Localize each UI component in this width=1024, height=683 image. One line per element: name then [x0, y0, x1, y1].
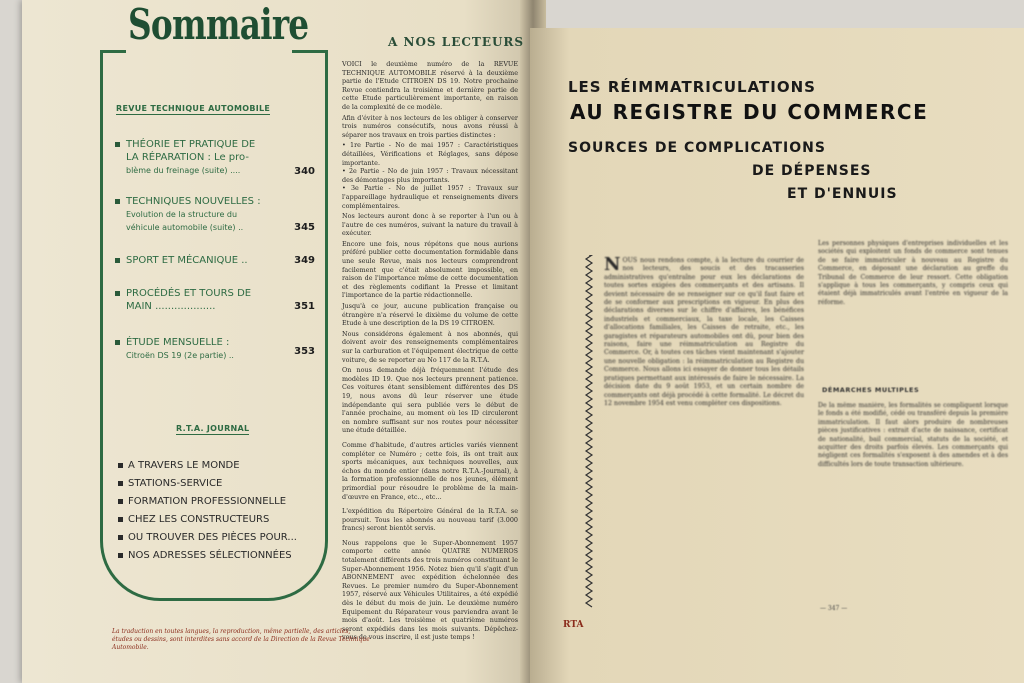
article-column-2b — [818, 402, 1008, 597]
paragraph: L'expédition du Répertoire Général de la R.T.A. se poursuit. Tous les abonnés au nouveau tarif (3.000 francs) seront bientôt servis. — [342, 507, 518, 533]
toc-page-number: 349 — [294, 255, 315, 266]
footer-note: La traduction en toutes langues, la reproduction, même partielle, des articles, études ou dessins, sont interdites sans accord de la Direction de la Revue Technique Automobile. — [112, 628, 370, 651]
bullet-icon — [115, 142, 120, 147]
dropcap: N — [604, 257, 621, 275]
toc-line: ÉTUDE MENSUELLE : — [126, 337, 230, 348]
journal-item[interactable] — [118, 496, 286, 507]
toc-item[interactable] — [115, 254, 315, 267]
journal-item[interactable] — [118, 532, 297, 543]
journal-item-label: OU TROUVER DES PIÈCES POUR... — [128, 532, 297, 543]
article-subtitle-2: DE DÉPENSES — [752, 163, 872, 179]
toc-page-number: 353 — [294, 346, 315, 357]
article-subtitle-3: ET D'ENNUIS — [787, 186, 898, 202]
paragraph: Jusqu'à ce jour, aucune publication française ou étrangère n'a réservé le dixième du volume de cette Etude à une description de la DS 19 CITROEN. — [342, 302, 518, 328]
bullet-icon — [118, 535, 123, 540]
journal-item-label: STATIONS-SERVICE — [128, 478, 223, 489]
zigzag-rule — [583, 255, 595, 610]
bullet-icon — [118, 499, 123, 504]
bullet-icon — [115, 199, 120, 204]
paragraph: • 1re Partie - No de mai 1957 : Caractéristiques détaillées, Vérifications et Réglages, sans dépose importante. — [342, 141, 518, 167]
bullet-icon — [115, 291, 120, 296]
lecteurs-column — [342, 60, 518, 644]
toc-line: Evolution de la structure du — [126, 210, 238, 219]
section-heading: DÉMARCHES MULTIPLES — [822, 386, 920, 394]
frame-top-right — [292, 50, 325, 53]
journal-item[interactable] — [118, 514, 269, 525]
journal-item[interactable] — [118, 550, 292, 561]
paragraph: Encore une fois, nous répétons que nous aurions préféré publier cette documentation formidable dans une seule Revue, mais nos lecteurs comprendront facilement que c'était absolument impossible, en raison de l'importance même de cette documentation et des règlements codifiant la Presse et limitant l'importance de la partie rédactionnelle. — [342, 239, 518, 300]
revue-heading: REVUE TECHNIQUE AUTOMOBILE — [116, 104, 271, 113]
journal-item-label: FORMATION PROFESSIONNELLE — [128, 496, 287, 507]
toc-line: TECHNIQUES NOUVELLES : — [126, 196, 261, 207]
paragraph: • 3e Partie - No de juillet 1957 : Travaux sur l'appareillage hydraulique et renseignements divers complémentaires. — [342, 184, 518, 210]
toc-item[interactable] — [115, 287, 315, 313]
article-column-1 — [604, 257, 804, 597]
journal-item-label: NOS ADRESSES SÉLECTIONNÉES — [128, 550, 292, 561]
toc-line: Citroën DS 19 (2e partie) .. — [126, 351, 234, 360]
sommaire-title: Sommaire — [128, 0, 309, 49]
toc-line: PROCÉDÉS ET TOURS DE — [126, 288, 252, 299]
paragraph: • 2e Partie - No de juin 1957 : Travaux nécessitant des démontages plus importants. — [342, 167, 518, 184]
toc-page-number: 340 — [294, 166, 315, 177]
journal-item-label: CHEZ LES CONSTRUCTEURS — [128, 514, 270, 525]
journal-item[interactable] — [118, 460, 240, 471]
toc-line: blème du freinage (suite) .... — [126, 166, 241, 175]
toc-page-number: 351 — [294, 301, 315, 312]
article-kicker: LES RÉIMMATRICULATIONS — [568, 78, 816, 96]
toc-line: LA RÉPARATION : Le pro- — [126, 152, 249, 163]
bullet-icon — [118, 463, 123, 468]
article-subtitle-1: SOURCES DE COMPLICATIONS — [568, 140, 826, 156]
paragraph: OUS nous rendons compte, à la lecture du courrier de nos lecteurs, des soucis et des tracasseries administratives qu'entraîne pour eux les déclarations de toutes sortes exigées des commerçants et des artisans. Il devient nécessaire de se renseigner sur ce qu'il faut faire et de se conformer aux prescriptions en vigueur. En plus des déclarations diverses sur le chiffre d'affaires, les bénéfices industriels et commerciaux, la taxe locale, les Caisses d'allocations familiales, les Caisses de retraite, etc., les garagistes et réparateurs automobiles ont dû, pour bien des raisons, faire une réimmatriculation au Registre du Commerce. Or, à toutes ces tâches vient maintenant s'ajouter une nouvelle obligation : la réimmatriculation au Registre du Commerce. Nous allons ici essayer de donner tous les détails pratiques permettant aux intéressés de faire le nécessaire. La décision date du 9 août 1953, et un certain nombre de commerçants ont déjà procédé à cette formalité. Le décret du 12 novembre 1954 est venu compléter ces dispositions. — [604, 257, 804, 407]
bullet-icon — [118, 481, 123, 486]
frame-top-left — [100, 50, 126, 53]
bullet-icon — [115, 258, 120, 263]
paragraph: Nos lecteurs auront donc à se reporter à l'un ou à l'autre de ces numéros, suivant la nature du travail à exécuter. — [342, 212, 518, 238]
bullet-icon — [118, 553, 123, 558]
lecteurs-title: A NOS LECTEURS — [388, 35, 525, 49]
article-column-2 — [818, 240, 1008, 380]
page-number: — 347 — — [820, 605, 848, 612]
journal-heading: R.T.A. JOURNAL — [176, 424, 250, 433]
journal-item-label: A TRAVERS LE MONDE — [128, 460, 240, 471]
toc-line: SPORT ET MÉCANIQUE .. — [126, 255, 248, 266]
rta-logo-icon: RTA — [563, 620, 584, 630]
toc-item[interactable] — [115, 195, 315, 234]
toc-item[interactable] — [115, 336, 315, 362]
bullet-icon — [118, 517, 123, 522]
article-title: AU REGISTRE DU COMMERCE — [570, 100, 929, 124]
toc-line: THÉORIE ET PRATIQUE DE — [126, 139, 256, 150]
paragraph: Les personnes physiques d'entreprises individuelles et les sociétés qui exploitent un fonds de commerce sont tenues de se faire immatriculer à nouveau au Registre du Commerce, en déposant une déclaration au greffe du Tribunal de Commerce de leur ressort. Cette obligation s'applique à tous les commerçants, y compris ceux qui étaient déjà immatriculés avant l'entrée en vigueur de la réforme. — [818, 240, 1008, 306]
paragraph: Comme d'habitude, d'autres articles variés viennent compléter ce Numéro ; cette fois, ils ont trait aux sports mécaniques, aux techniques nouvelles, aux échos du monde entier (dans notre R.T.A.-Journal), à la formation professionnelle de nos jeunes, élément primordial pour résoudre le problème de la main-d'œuvre en France, etc.., etc... — [342, 440, 518, 501]
paragraph: De la même manière, les formalités se compliquent lorsque le fonds a été modifié, cédé ou transféré depuis la première immatriculation. Il faut alors produire de nombreuses pièces justificatives : extrait d'acte de naissance, certificat de nationalité, bail commercial, statuts de la société, et acquitter des droits parfois élevés. Les commerçants qui négligent ces formalités s'exposent à des amendes et à des difficultés lors de toute transaction ultérieure. — [818, 402, 1008, 468]
toc-line: MAIN ................... — [126, 301, 216, 312]
paragraph: Nous considérons également à nos abonnés, qui doivent avoir des renseignements complémentaires sur la carburation et l'équipement électrique de cette voiture, de se reporter au No 117 de la R.T.A. — [342, 329, 518, 364]
bullet-icon — [115, 340, 120, 345]
paragraph: VOICI le deuxième numéro de la REVUE TECHNIQUE AUTOMOBILE réservé à la deuxième partie de l'Etude CITROEN DS 19. Notre prochaine Revue contiendra la troisième et dernière partie de cette Etude particulièrement importante, en raison de la complexité de ce modèle. — [342, 60, 518, 111]
journal-item[interactable] — [118, 478, 222, 489]
toc-line: véhicule automobile (suite) .. — [126, 223, 244, 232]
paragraph: On nous demande déjà fréquemment l'étude des modèles ID 19. Que nos lecteurs prennent patience. Ces voitures étant sensiblement différentes des DS 19, nous avons dû leur réserver une étude indépendante qui sera publiée vers le début de l'année prochaine, au moment où les ID circuleront en nombre suffisant sur nos routes pour nécessiter une étude détaillée. — [342, 366, 518, 435]
toc-item[interactable] — [115, 138, 315, 177]
paragraph: Afin d'éviter à nos lecteurs de les obliger à conserver trois numéros consécutifs, nous avons réussi à séparer nos travaux en trois parties distinctes : — [342, 113, 518, 139]
paragraph: Nous rappelons que le Super-Abonnement 1957 comporte cette année QUATRE NUMEROS totalement différents des trois numéros constituant le Super-Abonnement 1956. Notez bien qu'il s'agit d'un ABONNEMENT avec expédition échelonnée des Revues. Le premier numéro du Super-Abonnement 1957, réservé aux Véhicules Utilitaires, a été expédié dès le début du mois de juin. Le deuxième numéro Equipement du Réparateur vous parviendra avant le mois d'août. Les troisième et quatrième numéros seront expédiés dans les mois suivants. Dépêchez-vous de vous inscrire, il est juste temps ! — [342, 538, 518, 642]
toc-page-number: 345 — [294, 222, 315, 233]
